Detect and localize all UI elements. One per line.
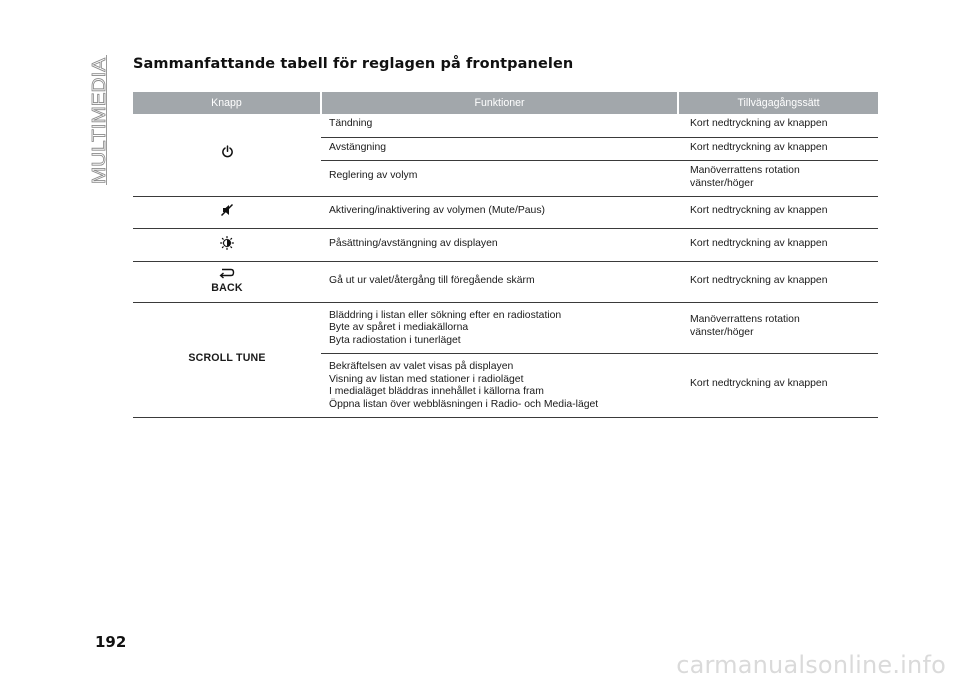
back-arrow-icon [133,268,321,282]
function-line: Bläddring i listan eller sökning efter en radiostation [329,309,562,321]
procedure-cell: Kort nedtryckning av knappen [678,228,878,262]
page-title: Sammanfattande tabell för reglagen på frontpanelen [133,56,574,72]
table-row [133,262,878,303]
function-line: Visning av listan med stationer i radioläget [329,373,524,385]
table-row [133,302,878,354]
section-label [84,56,114,186]
procedure-cell: Kort nedtryckning av knappen [678,354,878,418]
function-cell: Tändning [321,114,678,137]
header-funktioner: Funktioner [321,92,678,114]
power-icon [221,145,234,163]
knapp-cell-scroll-tune [133,302,321,418]
function-cell: Reglering av volym [321,161,678,197]
knapp-cell-display [133,228,321,262]
mute-icon [220,203,234,222]
scroll-tune-label: SCROLL TUNE [188,352,266,364]
procedure-line: Manöverrattens rotation [690,314,800,326]
function-line: I medialäget bläddras innehållet i källorna fram [329,386,544,397]
back-label: BACK [211,282,243,294]
function-cell: Aktivering/inaktivering av volymen (Mute/Paus) [321,197,678,229]
procedure-cell: Kort nedtryckning av knappen [678,262,878,303]
function-line: Byta radiostation i tunerläget [329,334,461,346]
watermark: carmanualsonline.info [676,651,946,679]
section-label-text: MULTIMEDIA [88,71,109,184]
table-row [133,228,878,262]
table-header-row [133,92,878,114]
procedure-line: vänster/höger [690,326,754,338]
function-line: Öppna listan över webbläsningen i Radio- och Media-läget [329,398,599,410]
function-cell [321,354,678,418]
header-tillvagagangssatt: Tillvägagångssätt [678,92,878,114]
table-row [133,114,878,137]
header-knapp: Knapp [133,92,321,114]
procedure-cell: Kort nedtryckning av knappen [678,114,878,137]
function-line: Byte av spåret i mediakällorna [329,322,469,333]
page-number: 192 [95,633,127,651]
function-line: Bekräftelsen av valet visas på displayen [329,361,514,372]
function-cell: Avstängning [321,137,678,161]
knapp-cell-back [133,262,321,303]
function-cell: Gå ut ur valet/återgång till föregående skärm [321,262,678,303]
function-cell [321,302,678,354]
section-divider [106,55,107,185]
function-cell: Påsättning/avstängning av displayen [321,228,678,262]
procedure-line: vänster/höger [690,177,754,189]
procedure-line: Manöverrattens rotation [690,165,800,176]
procedure-cell: Kort nedtryckning av knappen [678,197,878,229]
controls-table [133,92,878,418]
knapp-cell-mute [133,197,321,229]
procedure-cell: Kort nedtryckning av knappen [678,137,878,161]
knapp-cell-power [133,114,321,197]
display-brightness-icon [220,236,234,255]
table-row [133,197,878,229]
procedure-cell [678,161,878,197]
procedure-cell [678,302,878,354]
